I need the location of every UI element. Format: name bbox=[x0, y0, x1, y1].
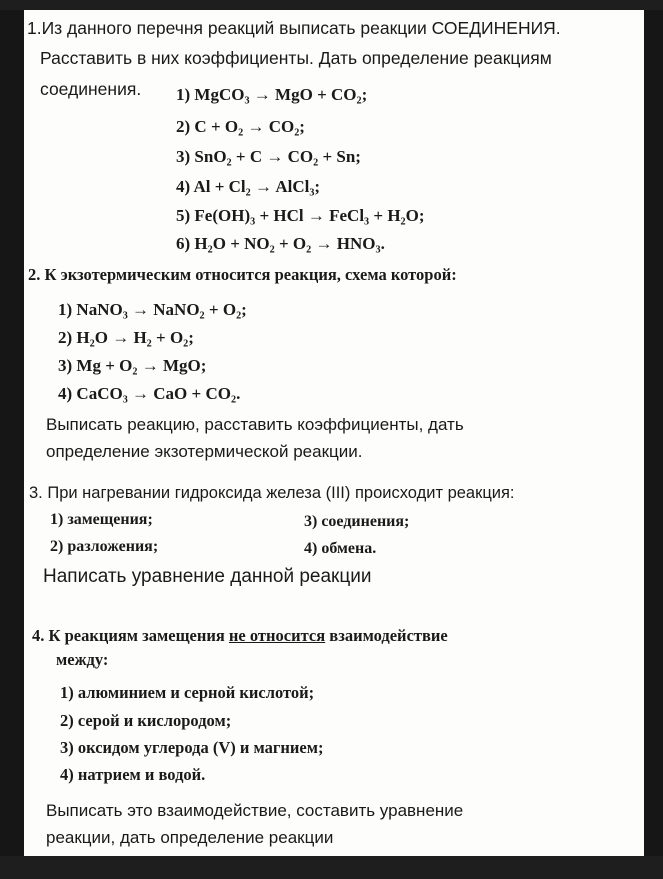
q3-task: Написать уравнение данной реакции bbox=[43, 566, 372, 587]
q4-option-1: 1) алюминием и серной кислотой; bbox=[60, 683, 315, 702]
q4-task-line-2: реакции, дать определение реакции bbox=[46, 828, 334, 847]
q4-title-line-1 bbox=[32, 626, 448, 646]
q1-reaction-6: 6) H₂O + NO₂ + O₂ → HNO₃. bbox=[176, 234, 385, 253]
q4-option-2: 2) серой и кислородом; bbox=[60, 711, 232, 730]
q4-title-suffix: взаимодействие bbox=[325, 626, 448, 645]
q2-option-4: 4) CaCO₃ → CaO + CO₂. bbox=[58, 384, 241, 403]
q2-option-1: 1) NaNO₃ → NaNO₂ + O₂; bbox=[58, 300, 247, 319]
q2-task-line-1: Выписать реакцию, расставить коэффициенты, дать bbox=[46, 415, 464, 434]
q2-title: 2. К экзотермическим относится реакция, схема которой: bbox=[28, 265, 457, 284]
q1-reaction-4: 4) Al + Cl₂ → AlCl₃; bbox=[176, 177, 321, 196]
q1-line-1: 1.Из данного перечня реакций выписать реакции СОЕДИНЕНИЯ. bbox=[27, 18, 561, 38]
q1-reaction-2: 2) C + O₂ → CO₂; bbox=[176, 117, 305, 136]
q1-line-2: Расставить в них коэффициенты. Дать определение реакциям bbox=[40, 48, 552, 68]
q4-option-4: 4) натрием и водой. bbox=[60, 765, 206, 784]
bottom-dark-border bbox=[0, 856, 663, 879]
worksheet-page bbox=[24, 10, 644, 856]
q3-option-3: 3) соединения; bbox=[304, 513, 410, 530]
q2-option-3: 3) Mg + O₂ → MgO; bbox=[58, 356, 207, 375]
q3-option-4: 4) обмена. bbox=[304, 540, 377, 557]
q1-reaction-5: 5) Fe(OH)₃ + HCl → FeCl₃ + H₂O; bbox=[176, 206, 425, 225]
q1-reaction-3: 3) SnO₂ + C → CO₂ + Sn; bbox=[176, 147, 361, 166]
q3-option-2: 2) разложения; bbox=[50, 538, 159, 555]
q1-reaction-1: 1) MgCO₃ → MgO + CO₂; bbox=[176, 85, 368, 104]
q2-option-2: 2) H₂O → H₂ + O₂; bbox=[58, 328, 194, 347]
q3-title: 3. При нагревании гидроксида железа (III) происходит реакция: bbox=[29, 484, 515, 502]
q4-title-line-2: между: bbox=[56, 650, 109, 669]
top-dark-border bbox=[0, 0, 663, 10]
q4-title-prefix: 4. К реакциям замещения bbox=[32, 626, 229, 645]
q4-option-3: 3) оксидом углерода (V) и магнием; bbox=[60, 738, 324, 757]
q4-task-line-1: Выписать это взаимодействие, составить уравнение bbox=[46, 801, 464, 820]
q3-option-1: 1) замещения; bbox=[50, 511, 153, 528]
q1-line-3: соединения. bbox=[40, 79, 142, 99]
q2-task-line-2: определение экзотермической реакции. bbox=[46, 442, 363, 461]
q4-title-emphasis: не относится bbox=[228, 626, 326, 645]
